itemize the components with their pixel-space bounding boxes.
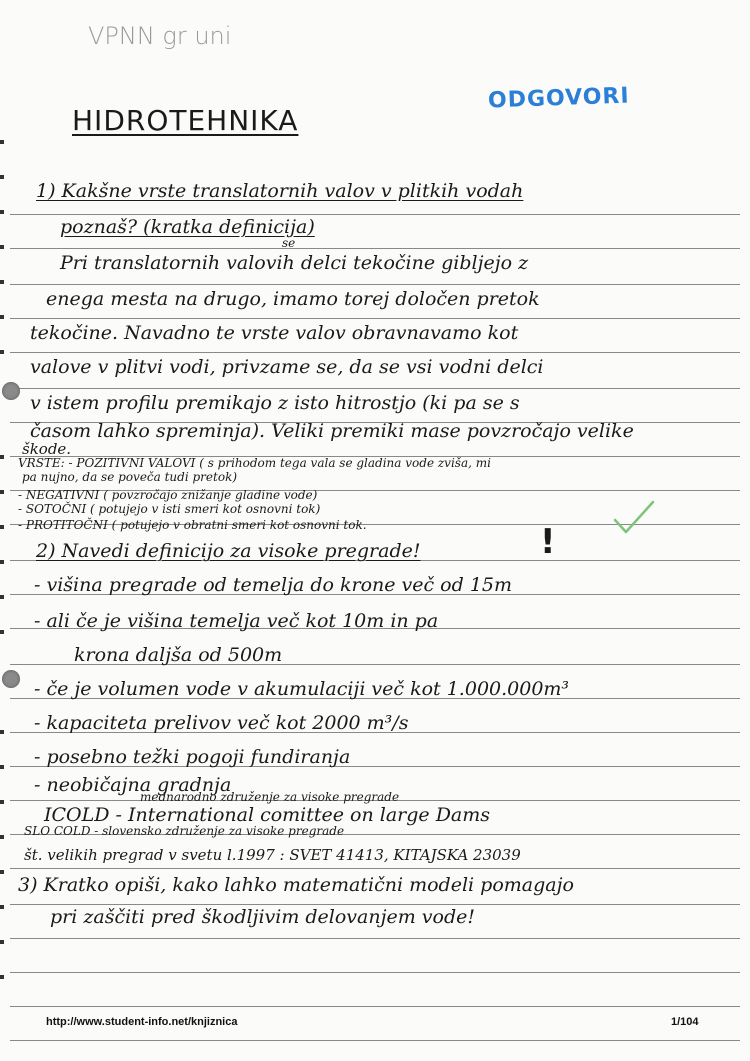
margin-tick xyxy=(0,140,4,144)
ruled-line xyxy=(10,904,740,905)
q1-question-line1: 1) Kakšne vrste translatornih valov v plitkih vodah xyxy=(36,180,524,202)
ruled-line xyxy=(10,868,740,869)
q2-item: - ali če je višina temelja več kot 10m in pa xyxy=(34,610,439,632)
ruled-line xyxy=(10,1006,740,1007)
q1-types-line: - NEGATIVNI ( povzročajo znižanje gladine vode) xyxy=(18,488,318,502)
q2-item: - kapaciteta prelivov več kot 2000 m³/s xyxy=(34,712,409,734)
margin-tick xyxy=(0,280,4,284)
q3-question-line1: 3) Kratko opiši, kako lahko matematični modeli pomagajo xyxy=(18,874,574,896)
margin-tick xyxy=(0,630,4,634)
source-url[interactable]: http://www.student-info.net/knjiznica xyxy=(46,1016,238,1028)
q1-types-line: - PROTITOČNI ( potujejo v obratni smeri kot osnovni tok. xyxy=(18,518,367,532)
margin-tick xyxy=(0,870,4,874)
q2-item: - neobičajna gradnja xyxy=(34,774,232,796)
margin-tick xyxy=(0,245,4,249)
ruled-line xyxy=(10,388,740,389)
icold-line: ICOLD - International comittee on large Dams xyxy=(44,804,491,826)
q1-answer-line: škode. xyxy=(22,440,72,458)
q1-answer-line: Pri translatornih valovih delci tekočine gibljejo z xyxy=(60,252,529,274)
course-tag: VPNN gr uni xyxy=(88,22,232,50)
margin-tick xyxy=(0,730,4,734)
margin-tick xyxy=(0,835,4,839)
icold-note: mednarodno združenje za visoke pregrade xyxy=(140,790,400,804)
ruled-line xyxy=(10,972,740,973)
margin-tick xyxy=(0,560,4,564)
q1-types-line: VRSTE: - POZITIVNI VALOVI ( s prihodom tega vala se gladina vode zviša, mi xyxy=(18,456,491,470)
margin-tick xyxy=(0,905,4,909)
margin-tick xyxy=(0,175,4,179)
answers-label: ODGOVORI xyxy=(487,83,631,114)
q1-question-line2: poznaš? (kratka definicija) xyxy=(60,216,315,238)
margin-tick xyxy=(0,315,4,319)
slocold-line: SLO COLD - slovensko združenje za visoke pregrade xyxy=(24,824,345,838)
exclamation-mark: ! xyxy=(540,522,556,562)
page-number: 1/104 xyxy=(671,1016,699,1028)
ruled-line xyxy=(10,1040,740,1041)
margin-tick xyxy=(0,975,4,979)
ruled-line xyxy=(10,318,740,319)
q1-types-line: - SOTOČNI ( potujejo v isti smeri kot osnovni tok) xyxy=(18,502,321,516)
q2-question: 2) Navedi definicijo za visoke pregrade! xyxy=(36,540,421,562)
ruled-line xyxy=(10,248,740,249)
ruled-line xyxy=(10,938,740,939)
ruled-line xyxy=(10,284,740,285)
q1-types-line: pa nujno, da se poveča tudi pretok) xyxy=(22,470,238,484)
ruled-line xyxy=(10,352,740,353)
q3-question-line2: pri zaščiti pred škodljivim delovanjem vode! xyxy=(50,906,476,928)
q2-item: - posebno težki pogoji fundiranja xyxy=(34,746,351,768)
q1-insert-word: se xyxy=(282,236,296,250)
q1-answer-line: enega mesta na drugo, imamo torej določen pretok xyxy=(46,288,540,310)
q1-answer-line: časom lahko spreminja). Veliki premiki mase povzročajo velike xyxy=(30,420,634,442)
checkmark-icon xyxy=(612,498,656,536)
q1-answer-line: tekočine. Navadno te vrste valov obravnavamo kot xyxy=(30,322,519,344)
margin-tick xyxy=(0,765,4,769)
binder-hole xyxy=(2,670,20,688)
margin-tick xyxy=(0,800,4,804)
margin-tick xyxy=(0,940,4,944)
ruled-line xyxy=(10,214,740,215)
q1-answer-line: valove v plitvi vodi, privzame se, da se vsi vodni delci xyxy=(30,356,544,378)
margin-tick xyxy=(0,455,4,459)
q2-item: - višina pregrade od temelja do krone več od 15m xyxy=(34,574,513,596)
margin-tick xyxy=(0,350,4,354)
stat-line: št. velikih pregrad v svetu l.1997 : SVET 41413, KITAJSKA 23039 xyxy=(24,846,521,864)
q2-item: krona daljša od 500m xyxy=(74,644,283,666)
binder-hole xyxy=(2,382,20,400)
margin-tick xyxy=(0,595,4,599)
q2-item: - če je volumen vode v akumulaciji več kot 1.000.000m³ xyxy=(34,678,570,700)
margin-tick xyxy=(0,490,4,494)
q1-answer-line: v istem profilu premikajo z isto hitrostjo (ki pa se s xyxy=(30,392,520,414)
margin-tick xyxy=(0,525,4,529)
page-title: HIDROTEHNIKA xyxy=(72,104,299,137)
margin-tick xyxy=(0,210,4,214)
